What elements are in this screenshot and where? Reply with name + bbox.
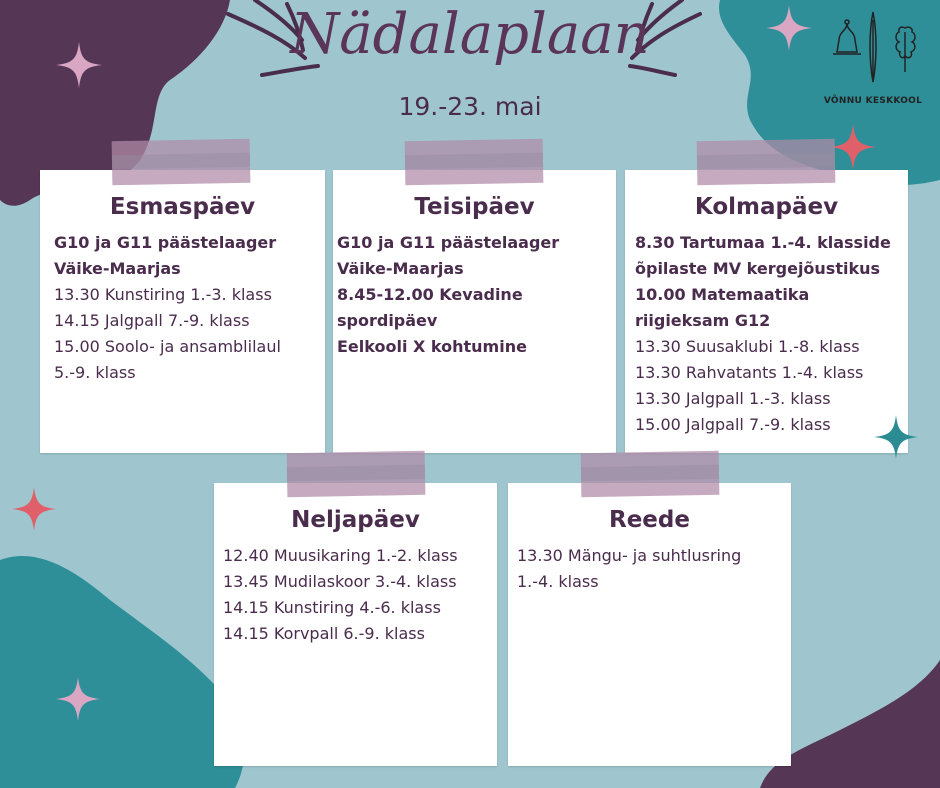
week-dates: 19.-23. mai (398, 92, 542, 121)
sparkle-icon (12, 486, 56, 532)
event-item: 13.30 Kunstiring 1.-3. klass (54, 285, 272, 304)
day-card-monday (40, 170, 325, 453)
teal-blob-bottom-left (0, 556, 244, 788)
event-item: 13.30 Jalgpall 1.-3. klass (635, 389, 831, 408)
tape-strip (697, 139, 836, 185)
page-title: Nädalaplaan (290, 2, 650, 67)
event-item: 12.40 Muusikaring 1.-2. klass (223, 546, 458, 565)
event-item: G10 ja G11 päästelaager Väike-Maarjas (54, 233, 277, 278)
event-item: Eelkooli X kohtumine (337, 337, 527, 356)
event-item: 10.00 Matemaatika riigieksam G12 (635, 285, 810, 330)
event-item: 13.45 Mudilaskoor 3.-4. klass (223, 572, 457, 591)
day-events (333, 230, 616, 360)
day-events (40, 230, 325, 386)
tape-strip (581, 451, 720, 497)
event-item: 15.00 Jalgpall 7.-9. klass (635, 415, 831, 434)
day-events (625, 230, 908, 438)
event-item: 13.30 Suusaklubi 1.-8. klass (635, 337, 860, 356)
sparkle-icon (830, 124, 876, 170)
day-card-wednesday (625, 170, 908, 453)
event-item: 8.45-12.00 Kevadine spordipäev (337, 285, 523, 330)
event-item: 14.15 Korvpall 6.-9. klass (223, 624, 425, 643)
day-card-friday (508, 483, 791, 766)
school-logo (818, 10, 928, 106)
event-item: 15.00 Soolo- ja ansamblilaul 5.-9. klass (54, 337, 281, 382)
event-item: G10 ja G11 päästelaager Väike-Maarjas (337, 233, 560, 278)
sparkle-icon (874, 414, 918, 460)
tape-strip (405, 139, 544, 185)
school-name: VÕNNU KESKKOOL (823, 96, 923, 106)
day-events (214, 543, 497, 647)
day-title: Kolmapäev (694, 194, 839, 220)
day-title: Reede (609, 507, 690, 533)
day-events (508, 543, 791, 595)
school-emblem-icon (825, 10, 921, 88)
event-item: 14.15 Jalgpall 7.-9. klass (54, 311, 250, 330)
event-item: 14.15 Kunstiring 4.-6. klass (223, 598, 441, 617)
day-card-thursday (214, 483, 497, 766)
event-item: 8.30 Tartumaa 1.-4. klasside õpilaste MV kergejõustikus (635, 233, 891, 278)
day-title: Teisipäev (414, 194, 535, 220)
sparkle-icon (56, 676, 100, 722)
event-item: 13.30 Rahvatants 1.-4. klass (635, 363, 864, 382)
tape-strip (112, 139, 251, 185)
day-title: Neljapäev (291, 507, 420, 533)
tape-strip (287, 451, 426, 497)
day-card-tuesday (333, 170, 616, 453)
event-item: 13.30 Mängu- ja suhtlusring 1.-4. klass (517, 546, 742, 591)
day-title: Esmaspäev (109, 194, 256, 220)
